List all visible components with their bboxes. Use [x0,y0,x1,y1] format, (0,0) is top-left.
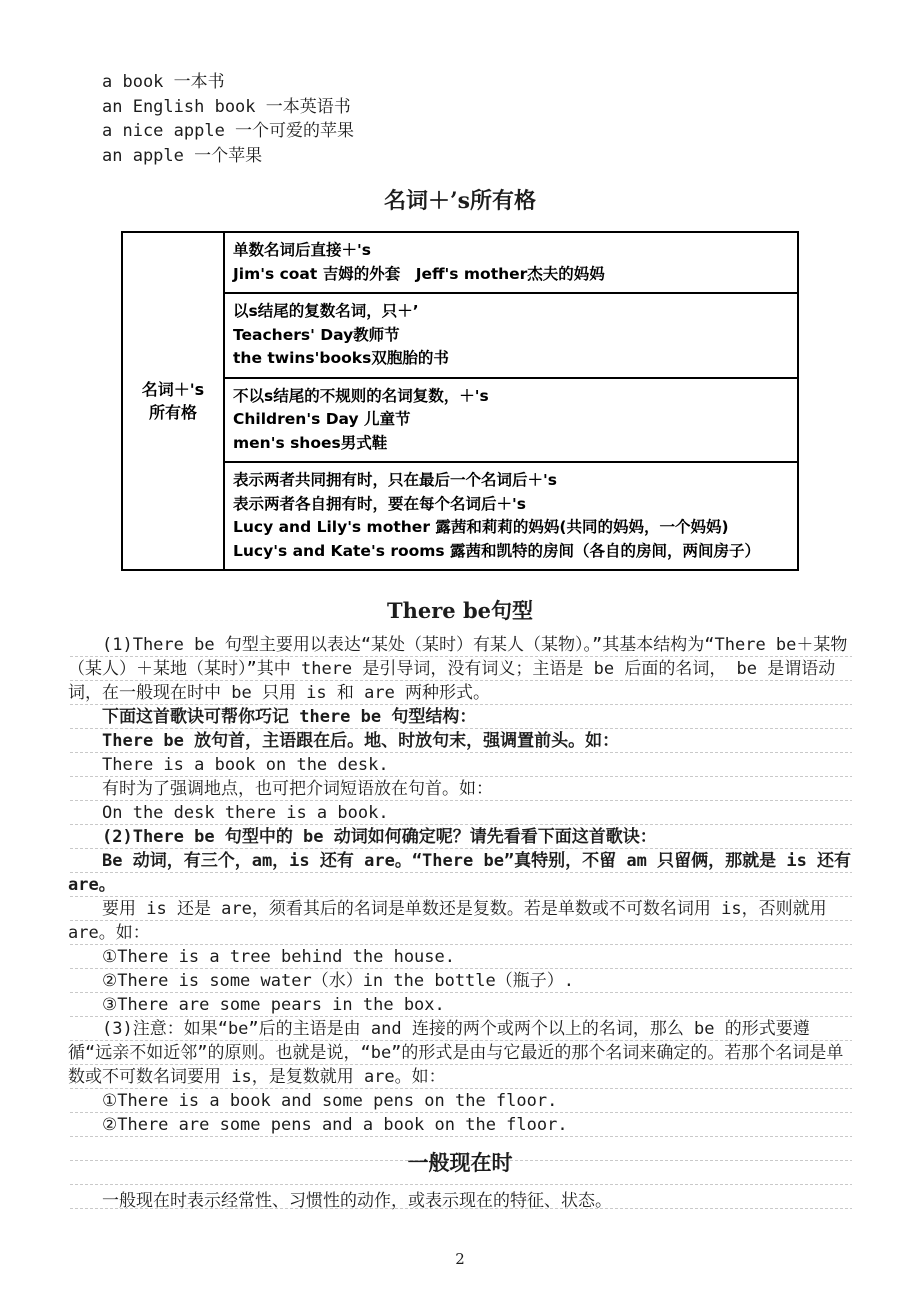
paragraph: ②There are some pens and a book on the floor. [102,1115,568,1135]
paragraph: 有时为了强调地点，也可把介词短语放在句首。如： [102,779,493,799]
table-row [122,293,798,378]
table-cell-line: 不以s结尾的不规则的名词复数，＋'s [233,386,489,405]
intro-line: an apple 一个苹果 [102,145,263,166]
paragraph: ①There is a book and some pens on the floor. [102,1091,558,1111]
paragraph: ②There is some water（水）in the bottle（瓶子）. [102,971,574,991]
table-cell-line: men's shoes男式鞋 [233,433,388,452]
table-row [122,232,798,293]
paragraph: There is a book on the desk. [102,755,389,775]
table-cell-line: the twins'books双胞胎的书 [233,349,449,367]
paragraph: ①There is a tree behind the house. [102,947,455,967]
table-header-line: 名词＋'s [141,379,205,399]
possessive-section-title: 名词＋’s所有格 [383,188,537,214]
table-row [122,378,798,463]
paragraph: (1)There be 句型主要用以表达“某处（某时）有某人（某物）。”其基本结构为“There be＋某物（某人）＋某地（某时）”其中 there 是引导词，没有词义；主语是 be 后面的名词， be 是谓语动词，在一般现在时中 be 只用 is 和 are 两种形式。 [68,635,848,703]
table-cell-line: Lucy's and Kate's rooms 露茜和凯特的房间（各自的房间，两间房子） [233,541,761,560]
table-header-cell [122,232,224,570]
table-cell-line: 表示两者共同拥有时，只在最后一个名词后＋'s [233,471,557,489]
table-cell-line: 单数名词后直接＋'s [233,241,371,259]
table-cell-plural-s-rule [224,293,798,378]
table-row [122,462,798,570]
intro-examples [102,70,852,168]
table-header-line: 所有格 [148,403,197,422]
table-cell-line: Jim's coat 吉姆的外套 Jeff's mother杰夫的妈妈 [233,264,605,283]
there-be-section-body [68,633,852,1213]
intro-line: a book 一本书 [102,72,225,92]
table-cell-irregular-plural-rule [224,378,798,463]
there-be-section-title: There be句型 [386,598,534,623]
paragraph: There be 放句首，主语跟在后。地、时放句末，强调置前头。如： [102,731,620,751]
table-cell-line: Children's Day 儿童节 [233,410,411,428]
present-tense-section-title: 一般现在时 [407,1151,513,1175]
table-cell-line: 表示两者各自拥有时，要在每个名词后＋'s [233,494,526,513]
paragraph: 要用 is 还是 are，须看其后的名词是单数还是复数。若是单数或不可数名词用 is，否则就用 are。如： [68,899,827,943]
paragraph: (3)注意：如果“be”后的主语是由 and 连接的两个或两个以上的名词，那么 be 的形式要遵循“远亲不如近邻”的原则。也就是说，“be”的形式是由与它最近的那个名词来确定的。若那个名词是单数或不可数名词要用 is，是复数就用 are。如： [68,1019,844,1087]
paragraph: 一般现在时表示经常性、习惯性的动作，或表示现在的特征、状态。 [102,1191,612,1211]
intro-line: a nice apple 一个可爱的苹果 [102,121,355,141]
table-cell-line: Lucy and Lily's mother 露茜和莉莉的妈妈(共同的妈妈，一个妈妈) [233,518,729,536]
intro-line: an English book 一本英语书 [102,96,351,117]
paragraph: ③There are some pears in the box. [102,995,445,1015]
paragraph: 下面这首歌诀可帮你巧记 there be 句型结构： [102,707,477,727]
page-number: 2 [455,1250,465,1268]
table-cell-joint-ownership-rule [224,462,798,570]
table-cell-singular-rule [224,232,798,293]
possessive-table [121,231,799,571]
paragraph: On the desk there is a book. [102,803,389,823]
table-cell-line: 以s结尾的复数名词，只＋’ [233,302,419,320]
table-cell-line: Teachers' Day教师节 [233,325,400,344]
paragraph: Be 动词，有三个，am，is 还有 are。“There be”真特别，不留 am 只留俩，那就是 is 还有 are。 [68,851,852,895]
paragraph: (2)There be 句型中的 be 动词如何确定呢？请先看看下面这首歌诀： [102,827,657,847]
